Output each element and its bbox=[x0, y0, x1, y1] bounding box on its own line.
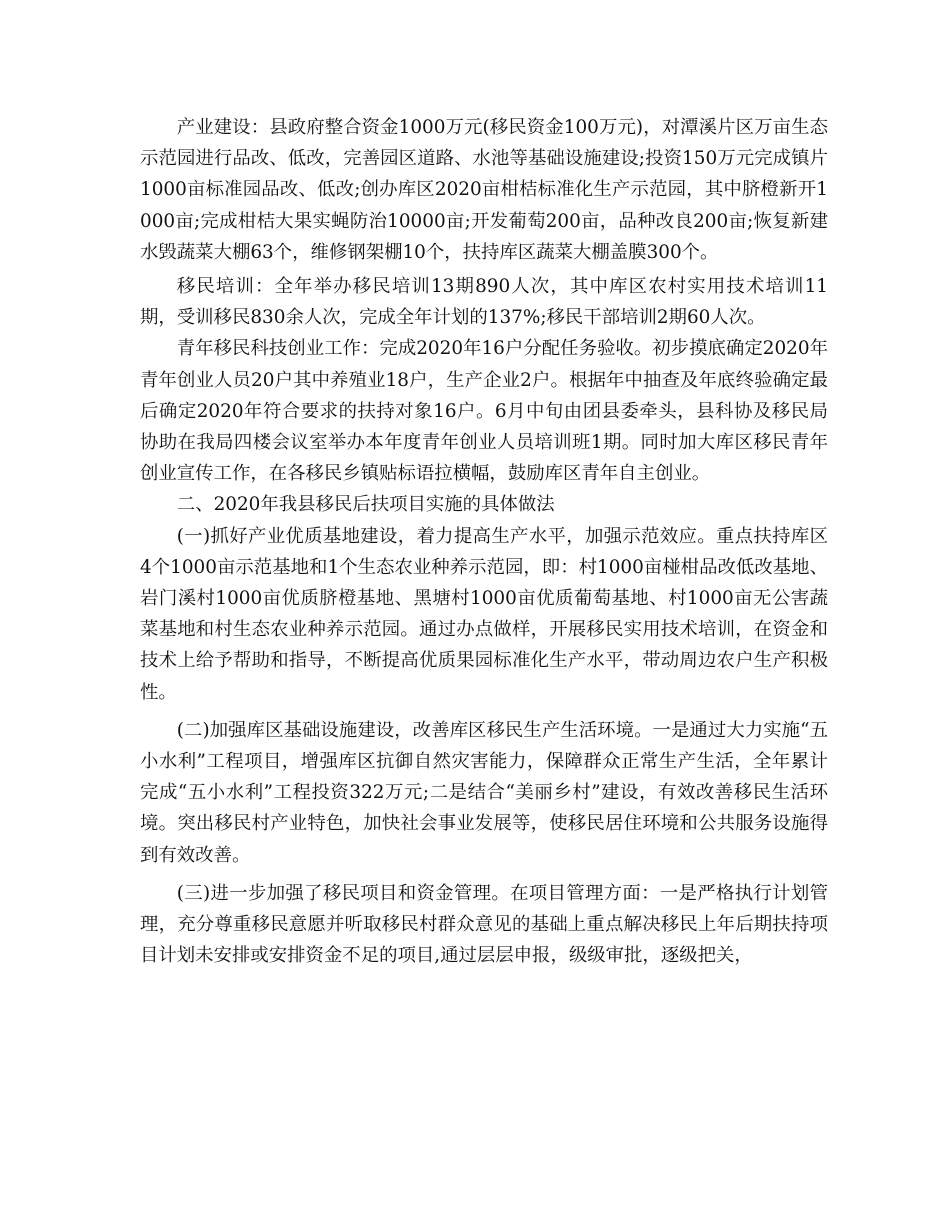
paragraph-industry-construction: 产业建设：县政府整合资金1000万元(移民资金100万元)，对潭溪片区万亩生态示范园进行品改、低改，完善园区道路、水池等基础设施建设;投资150万元完成镇片1000亩标准园品改、低改;创办库区2020亩柑桔标准化生产示范园，其中脐橙新开1000亩;完成柑桔大果实蝇防治10000亩;开发葡萄200亩，品种改良200亩;恢复新建水毁蔬菜大棚63个，维修钢架棚10个，扶持库区蔬菜大棚盖膜300个。 bbox=[140, 117, 828, 263]
paragraph-youth-entrepreneurship: 青年移民科技创业工作：完成2020年16户分配任务验收。初步摸底确定2020年青年创业人员20户其中养殖业18户，生产企业2户。根据年中抽查及年底终验确定最后确定2020年符合要求的扶持对象16户。6月中旬由团县委牵头，县科协及移民局协助在我局四楼会议室举办本年度青年创业人员培训班1期。同时加大库区移民青年创业宣传工作，在各移民乡镇贴标语拉横幅，鼓励库区青年自主创业。 bbox=[140, 338, 828, 485]
paragraph-item-3: (三)进一步加强了移民项目和资金管理。在项目管理方面：一是严格执行计划管理，充分尊重移民意愿并听取移民村群众意见的基础上重点解决移民上年后期扶持项目计划未安排或安排资金不足的项目,通过层层申报，级级审批，逐级把关， bbox=[140, 882, 828, 967]
paragraph-migrant-training: 移民培训：全年举办移民培训13期890人次，其中库区农村实用技术培训11期，受训移民830余人次，完成全年计划的137%;移民干部培训2期60人次。 bbox=[140, 276, 828, 329]
paragraph-item-1: (一)抓好产业优质基地建设，着力提高生产水平，加强示范效应。重点扶持库区4个1000亩示范基地和1个生态农业种养示范园，即：村1000亩椪柑品改低改基地、岩门溪村1000亩优质脐橙基地、黑塘村1000亩优质葡萄基地、村1000亩无公害蔬菜基地和村生态农业种养示范园。通过办点做样，开展移民实用技术培训，在资金和技术上给予帮助和指导，不断提高优质果园标准化生产水平，带动周边农户生产积极性。 bbox=[140, 525, 828, 703]
section-heading-practices: 二、2020年我县移民后扶项目实施的具体做法 bbox=[176, 494, 555, 516]
document-body bbox=[140, 112, 828, 971]
paragraph-item-2: (二)加强库区基础设施建设，改善库区移民生产生活环境。一是通过大力实施“五小水利”工程项目，增强库区抗御自然灾害能力，保障群众正常生产生活，全年累计完成“五小水利”工程投资322万元;二是结合“美丽乡村”建设，有效改善移民生活环境。突出移民村产业特色，加快社会事业发展等，使移民居住环境和公共服务设施得到有效改善。 bbox=[140, 719, 828, 866]
